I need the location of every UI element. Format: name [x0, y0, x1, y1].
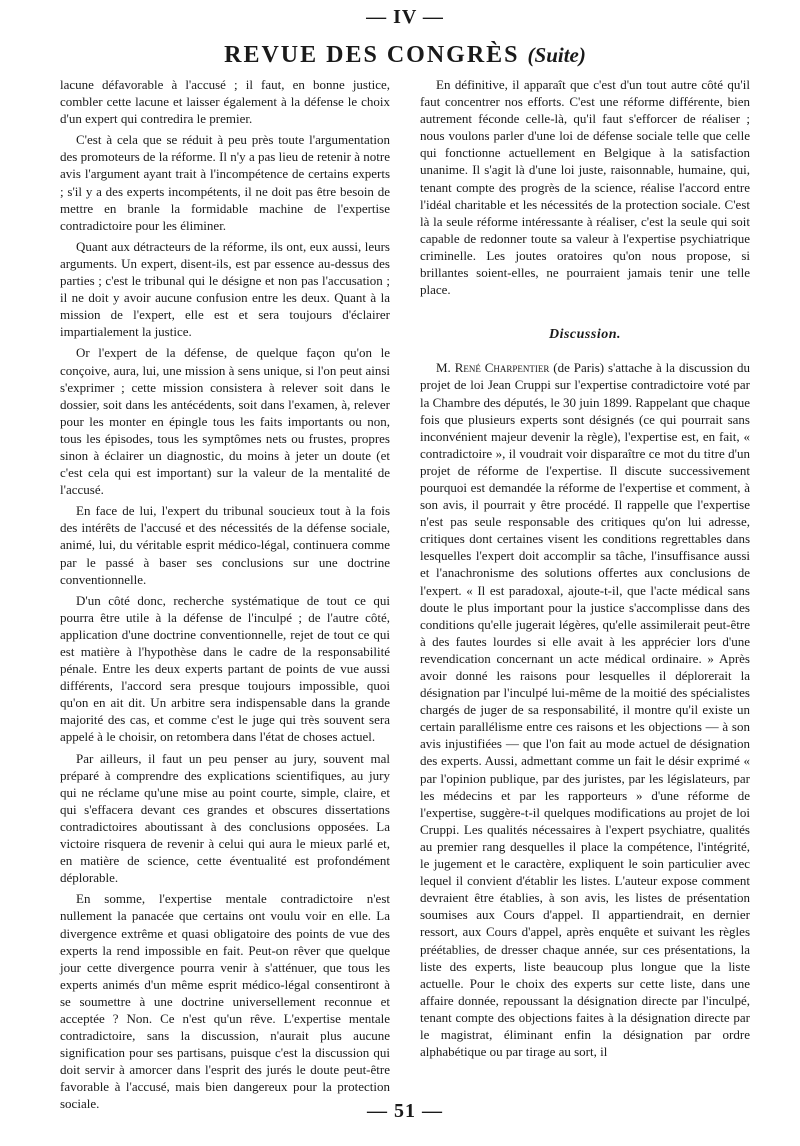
arabic-page-number: — 51 —	[367, 1100, 443, 1122]
paragraph: En face de lui, l'expert du tribunal soucieux tout à la fois des intérêts de l'accusé et des nécessités de la défense sociale, animé, lui, du véritable esprit médico-légal, continuera comme par le passé à baser ses conclusions sur une doctrine conventionnelle.	[60, 503, 390, 587]
roman-page-number: — IV —	[366, 6, 444, 28]
discussion-text: (de Paris) s'attache à la discussion du projet de loi Jean Cruppi sur l'expertise contradictoire voté par la Chambre des députés, le 30 juin 1899. Rappelant que chaque fois que plusieurs experts sont désignés (ce qui pourrait sans inconvénient majeur devenir la règle), l'expertise est, en fait, « contradictoire », il voudrait voir disparaître ce mot du titre d'un projet de réforme de l'expertise. Il discute successivement pourquoi est demandée la réforme de l'expertise et comment, à son avis, il pourrait y être procédé. Il rappelle que l'expertise n'est pas seule responsable des critiques qu'on lui adresse, critiques dont certaines visent les conditions regrettables dans lesquelles l'expert doit accomplir sa tâche, l'insuffisance aussi et l'anachronisme des solutions offertes aux conclusions de l'expert. « Il est paradoxal, ajoute-t-il, que l'acte médical sans doute le plus important pour la justice s'accomplisse dans des conditions qu'elle jugerait légères, qu'elle assimilerait peut-être à des fautes lourdes si elle avait à les apprécier lors d'une revendication concernant un acte médical ordinaire. » Après avoir donné les raisons pour lesquelles il déplorerait la désignation par l'inculpé lui-même de la moitié des spécialistes chargés de juger de sa responsabilité, il montre qu'il existe un certain parallélisme entre ces raisons et les objections — à son avis injustifiées — que l'on fait au mode actuel de désignation des experts. Aussi, admettant comme un fait le désir exprimé « par l'opinion publique, par des juristes, par les législateurs, par les médecins et par les rapporteurs » d'une réforme de l'expertise, suggère-t-il quelques modifications au projet de loi Cruppi. Les qualités nécessaires à l'expert psychiatre, qualités au premier rang desquelles il place la compétence, l'intégrité, le jugement et le caractère, expliquent le soin particulier avec lequel il convient d'établir les listes. L'auteur expose comment devraient être établies, à son avis, les listes de présentation soumises aux Cours d'appel. Il appartiendrait, en dernier ressort, aux Cours d'appel, après enquête et suivant les règles préétablies, de dresser chaque année, sur ces présentations, la liste des experts, liste beaucoup plus longue que la liste actuelle. Pour le choix des experts sur cette liste, dans une affaire donnée, repoussant la désignation directe par l'inculpé, tenant compte des objections faites à la désignation directe par le magistrat, éliminant enfin la désignation par ordre alphabétique ou par tirage au sort, il	[420, 360, 750, 1060]
author-prefix: M.	[436, 360, 455, 376]
running-head-suffix: (Suite)	[527, 43, 586, 67]
section-heading-discussion: Discussion.	[548, 327, 622, 343]
paragraph: Par ailleurs, il faut un peu penser au jury, souvent mal préparé à comprendre des explications scientifiques, au jury qui ne réclame qu'une mise au point courte, simple, claire, et qui s'effacera devant ces grandes et obscures dissertations contradictoires aboutissant à des conclusions opposées. La victoire risquera de revenir à celui qui aura le mieux parlé et, en matière de science, cette éventualité est profondément déplorable.	[60, 750, 390, 886]
paragraph: C'est à cela que se réduit à peu près toute l'argumentation des promoteurs de la réforme. Il n'y a pas lieu de retenir à notre avis l'argument ayant trait à l'incompétence de certains experts ; s'il y a des experts incompétents, il ne doit pas être besoin de mettre en branle la formidable machine de l'expertise contradictoire pour les éliminer.	[60, 132, 390, 233]
journal-page	[60, 0, 750, 1146]
paragraph: lacune défavorable à l'accusé ; il faut, en bonne justice, combler cette lacune et laisser également à la défense le choix d'un expert qui contredira le premier.	[60, 77, 390, 127]
left-column	[60, 76, 390, 1117]
paragraph: D'un côté donc, recherche systématique de tout ce qui pourra être utile à la défense de l'inculpé ; de l'autre côté, application d'une doctrine conventionnelle, rejet de tout ce qui est matière à l'hypothèse dans le cadre de la responsabilité pénale. Entre les deux experts partant de points de vue aussi différents, l'accord sera presque toujours impossible, quoi qu'on en ait dit. Un arbitre sera indispensable dans la grande majorité des cas, et comme c'est le juge qui très souvent sera appelé à le choisir, on retombera dans l'état de choses actuel.	[60, 592, 390, 745]
paragraph: En somme, l'expertise mentale contradictoire n'est nullement la panacée que certains ont voulu voir en elle. La divergence extrême et quasi obligatoire des points de vue des experts la rend impossible en fait. Peut-on rêver que quelque jour cette divergence pourra venir à s'atténuer, que tous les experts animés d'un même esprit médico-légal consentiront à se soumettre à une doctrine universellement reconnue et acceptée ? Non. Ce n'est qu'un rêve. L'expertise mentale contradictoire, sans la discussion, n'aurait plus aucune signification pour ses partisans, puisque c'est la discussion qui doit servir à amorcer dans l'esprit des jurés le doute peut-être favorable à l'accusé, mais bien dangereux pour la protection sociale.	[60, 891, 390, 1112]
paragraph: Quant aux détracteurs de la réforme, ils ont, eux aussi, leurs arguments. Un expert, disent-ils, est par essence au-dessus des parties ; c'est le tribunal qui le désigne et non pas l'accusation ; il ne doit y avoir aucune confusion entre les deux. Quant à la mission de l'expert, elle est et sera toujours d'éclairer impartialement la justice.	[60, 238, 390, 340]
discussion-paragraph	[420, 359, 750, 1060]
author-name: René Charpentier	[454, 360, 550, 376]
running-head-title: REVUE DES CONGRÈS	[224, 42, 520, 68]
running-head	[60, 42, 750, 69]
paragraph: Or l'expert de la défense, de quelque façon qu'on le conçoive, aura, lui, une mission à sens unique, si l'on peut ainsi s'exprimer ; cette mission consistera à relever soit dans le dossier, soit dans les antécédents, soit dans l'examen, à, relever pour les monter en épingle tous les faits importants ou non, tous les épisodes, tous les symptômes nets ou frustes, propres sinon à éclairer un diagnostic, du moins à jeter un doute (et c'est cela qui est important) sur la valeur de la mentalité de l'accusé.	[60, 345, 390, 498]
paragraph: En définitive, il apparaît que c'est d'un tout autre côté qu'il faut concentrer nos efforts. C'est une réforme différente, bien autrement féconde celle-là, qu'il faut s'efforcer de réaliser ; nous voulons parler d'une loi de défense sociale telle que celle qui fonctionne actuellement en Belgique à la satisfaction unanime. Il s'agit là d'une loi juste, raisonnable, humaine, qui, tenant compte des progrès de la science, réalise l'accord entre l'idéal charitable et les nécessités de la protection sociale. C'est là la seule réforme intéressante à réaliser, c'est la seule qui soit capable de redonner toute sa valeur à l'expertise psychiatrique criminelle. Les joutes oratoires qu'on nous propose, si brillantes soient-elles, ne pourraient jamais tenir une telle place.	[420, 77, 750, 298]
right-column	[420, 76, 750, 1064]
